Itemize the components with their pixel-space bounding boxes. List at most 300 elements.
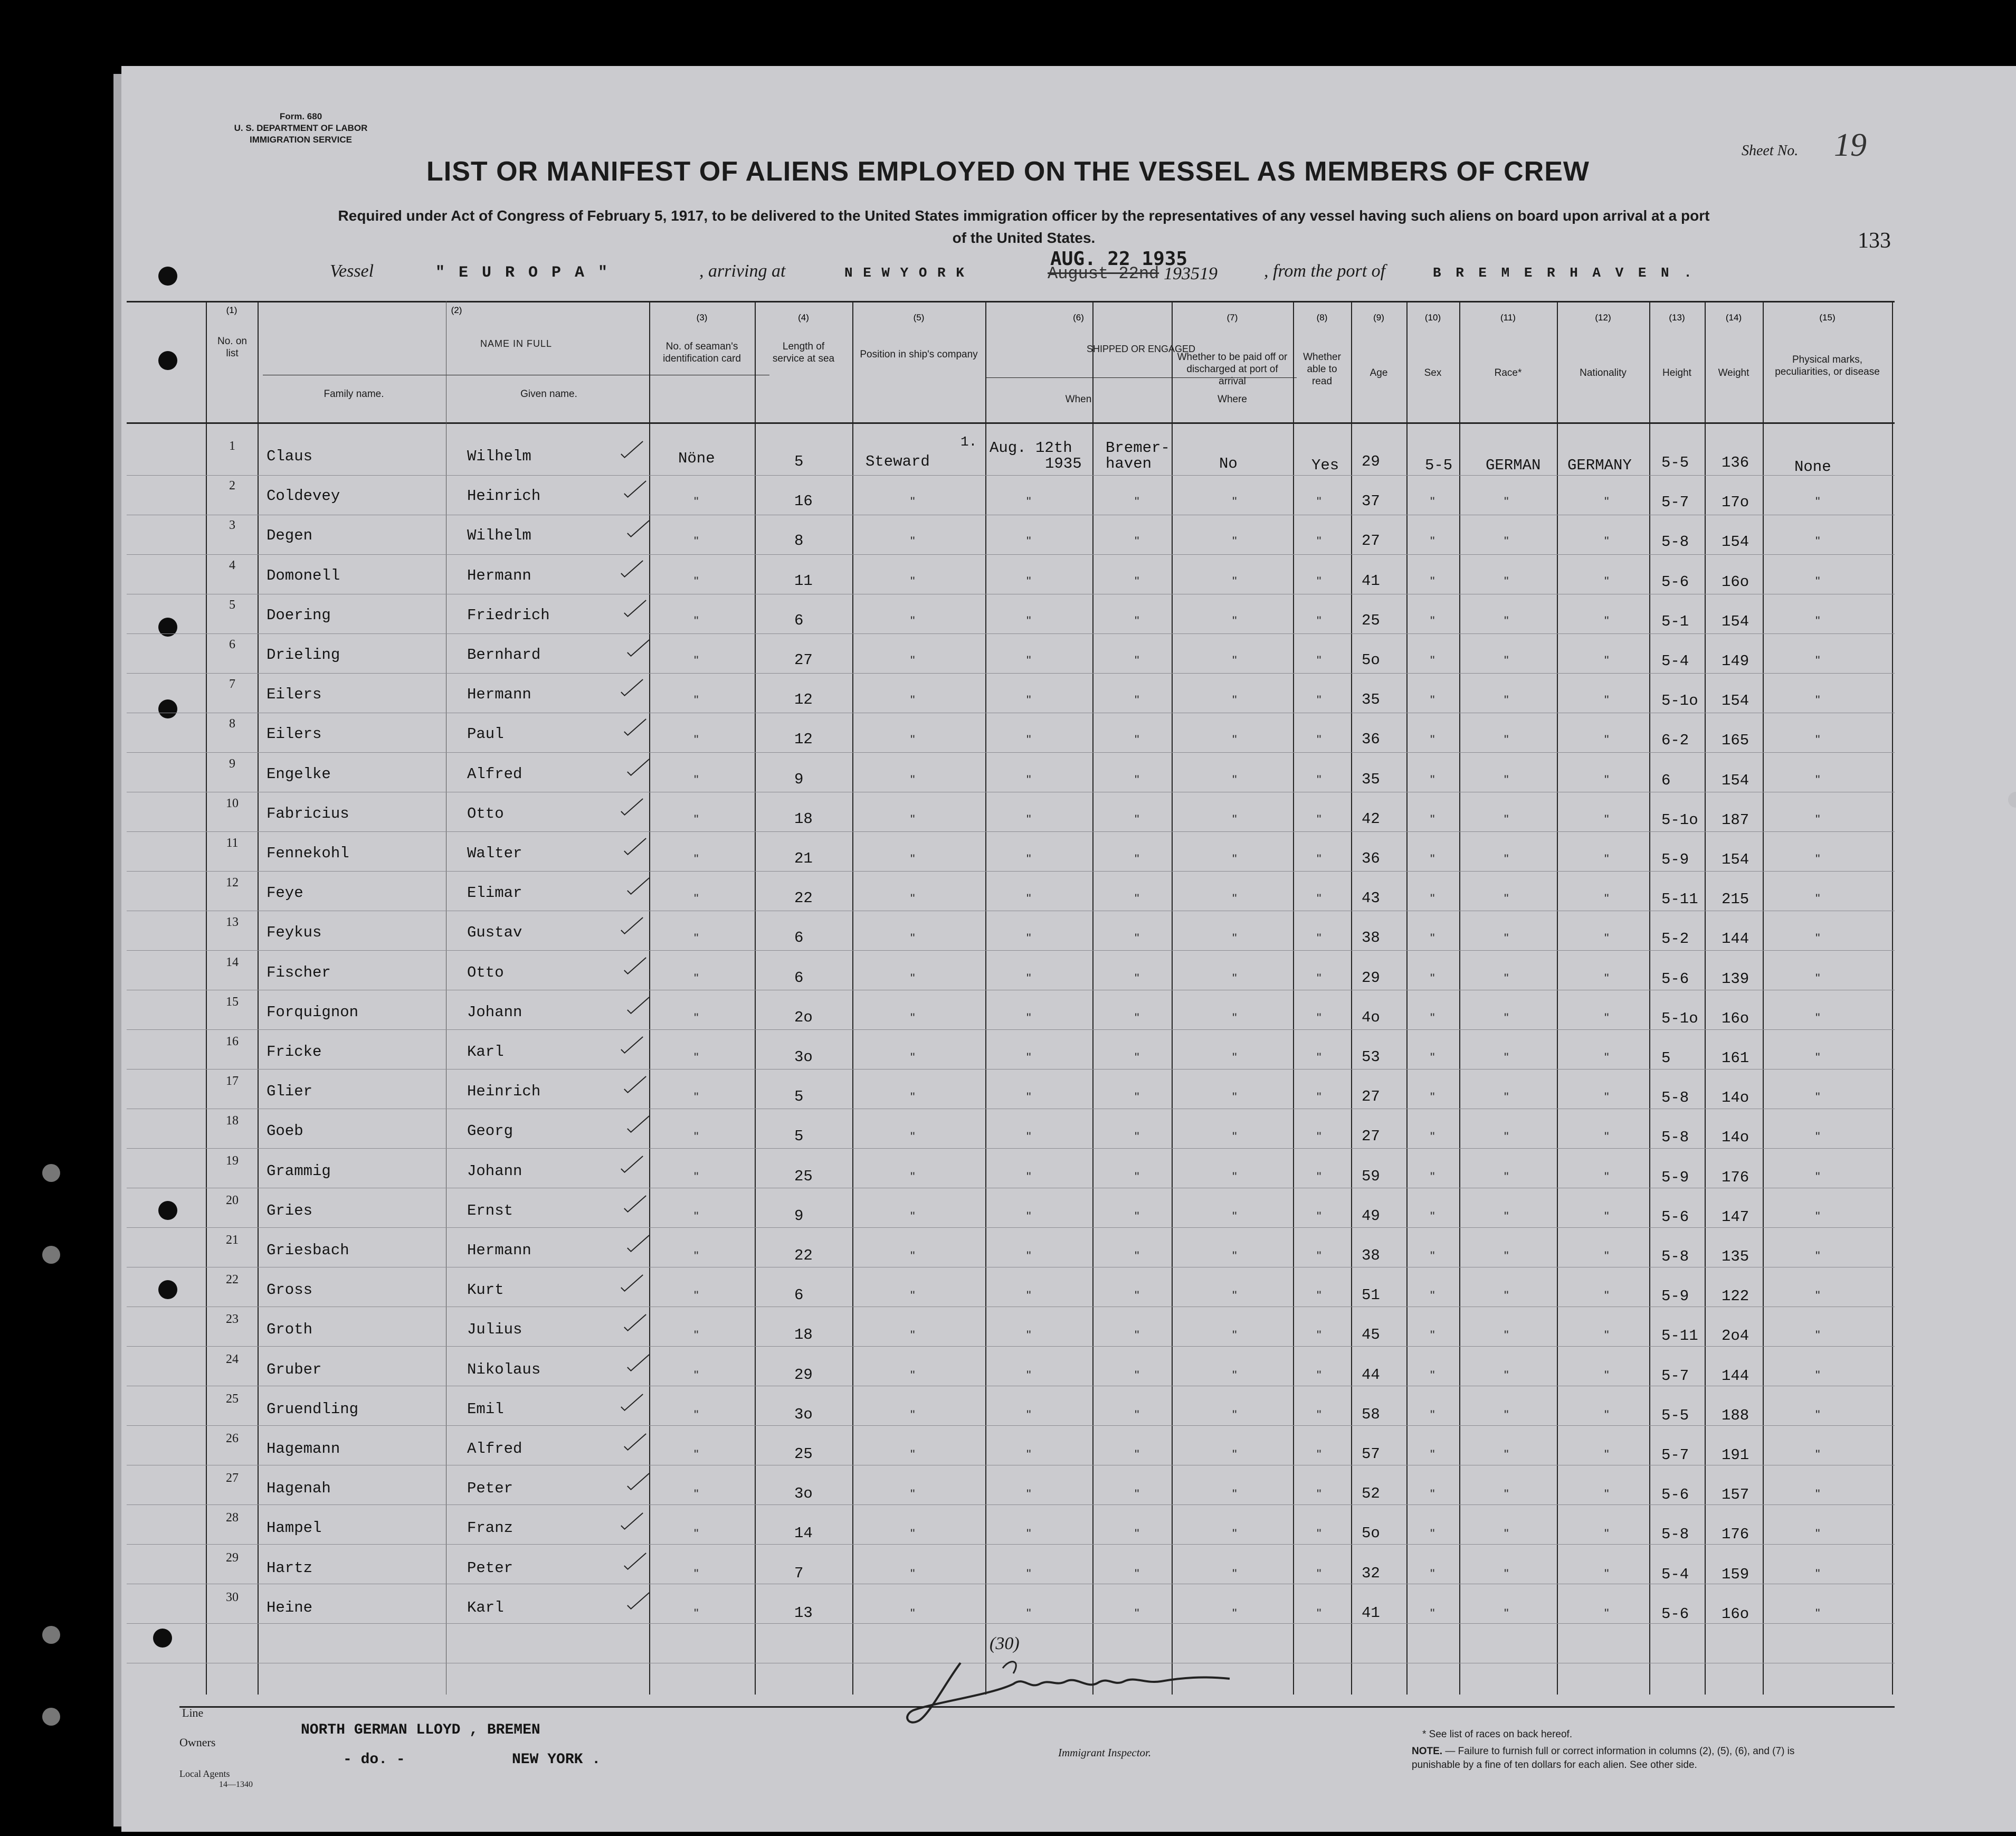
weight: 154 [1722, 692, 1749, 710]
given-name: Ernst [467, 1201, 513, 1219]
ditto-mark: " [694, 1010, 699, 1025]
ditto-mark: " [1504, 1249, 1509, 1263]
height: 5-8 [1661, 1526, 1689, 1544]
ditto-mark: " [1135, 931, 1139, 946]
ditto-mark: " [1604, 1407, 1609, 1422]
col-num: (8) [1316, 313, 1328, 323]
hdr-nationality: Nationality [1580, 367, 1627, 378]
family-name: Groth [267, 1321, 313, 1339]
ditto-mark: " [1604, 534, 1609, 549]
age: 35 [1362, 770, 1380, 788]
height: 5-8 [1661, 1089, 1689, 1107]
age: 38 [1362, 1247, 1380, 1264]
ditto-mark: " [1604, 812, 1609, 827]
col-num: (11) [1500, 313, 1516, 323]
height: 5-11 [1661, 1327, 1698, 1345]
ditto-mark: " [1026, 654, 1031, 668]
row-number: 28 [226, 1511, 239, 1525]
ditto-mark: " [1504, 931, 1509, 946]
given-name: Emil [467, 1400, 504, 1418]
ditto-mark: " [694, 812, 699, 827]
ditto-mark: " [1317, 1169, 1321, 1184]
age: 27 [1362, 532, 1380, 550]
ditto-mark: " [1135, 1606, 1139, 1621]
punch-hole [158, 267, 177, 286]
where-line1: Bremer- [1106, 439, 1170, 457]
ditto-mark: " [1135, 733, 1139, 747]
ditto-mark: " [1430, 931, 1435, 946]
ditto-mark: " [1317, 971, 1321, 986]
height: 5-11 [1661, 891, 1698, 908]
height: 5-7 [1661, 494, 1689, 512]
ditto-mark: " [1504, 1487, 1509, 1502]
struck-date: August 22nd [1048, 264, 1159, 283]
ditto-mark: " [1026, 971, 1031, 986]
ditto-mark: " [1815, 772, 1820, 787]
ditto-mark: " [1430, 1130, 1435, 1144]
ditto-mark: " [1815, 1606, 1820, 1621]
given-name: Peter [467, 1559, 513, 1577]
check-mark-icon [617, 797, 646, 818]
ditto-mark: " [1317, 1527, 1321, 1541]
ditto-mark: " [1430, 1051, 1435, 1065]
weight: 16o [1722, 1009, 1749, 1027]
check-mark-icon [617, 1154, 646, 1175]
weight: 2o4 [1722, 1327, 1749, 1345]
ditto-mark: " [1135, 1368, 1139, 1383]
inspector-signature [897, 1652, 1235, 1731]
check-mark-icon [624, 1114, 653, 1135]
weight: 187 [1722, 811, 1749, 829]
check-mark-icon [624, 995, 653, 1016]
weight: 176 [1722, 1168, 1749, 1186]
ditto-mark: " [1815, 1209, 1820, 1224]
age: 49 [1362, 1207, 1380, 1225]
check-mark-icon [624, 1471, 653, 1492]
col-num: (6) [1073, 313, 1084, 323]
weight: 188 [1722, 1406, 1749, 1424]
ditto-mark: " [1504, 892, 1509, 906]
given-name: Franz [467, 1519, 513, 1537]
ditto-mark: " [1504, 654, 1509, 668]
ditto-mark: " [694, 852, 699, 866]
ditto-mark: " [1232, 1566, 1237, 1581]
ditto-mark: " [1504, 1051, 1509, 1065]
given-name: Georg [467, 1122, 513, 1140]
ditto-mark: " [694, 931, 699, 946]
ditto-mark: " [1135, 1447, 1139, 1462]
ditto-mark: " [1604, 1606, 1609, 1621]
col-num: (9) [1373, 313, 1384, 323]
service-length: 3o [794, 1485, 813, 1503]
ditto-mark: " [1604, 733, 1609, 747]
check-mark-icon [617, 1035, 646, 1056]
ditto-mark: " [1430, 654, 1435, 668]
height: 5-6 [1661, 573, 1689, 591]
ditto-mark: " [1430, 1249, 1435, 1263]
col-divider [755, 301, 756, 1695]
ditto-mark: " [1430, 1209, 1435, 1224]
line-label: Line [182, 1706, 204, 1719]
given-name: Peter [467, 1480, 513, 1498]
ditto-mark: " [1232, 574, 1237, 589]
ditto-mark: " [694, 1209, 699, 1224]
row-number: 22 [226, 1273, 239, 1287]
col-num: (13) [1669, 313, 1685, 323]
footer-rule [179, 1706, 1895, 1708]
height: 5-7 [1661, 1367, 1689, 1385]
ditto-mark: " [1430, 1368, 1435, 1383]
family-name: Doering [267, 606, 331, 624]
ditto-mark: " [1815, 574, 1820, 589]
ditto-mark: " [910, 1527, 915, 1541]
col-num: (3) [696, 313, 708, 323]
row-number: 17 [226, 1074, 239, 1089]
ditto-mark: " [910, 1606, 915, 1621]
ditto-mark: " [694, 1130, 699, 1144]
family-name: Gries [267, 1201, 313, 1219]
ditto-mark: " [1232, 1368, 1237, 1383]
height: 5-6 [1661, 1605, 1689, 1623]
form-info [211, 111, 391, 146]
check-mark-icon [621, 479, 650, 500]
row-rule [127, 1069, 1895, 1070]
ditto-mark: " [694, 1051, 699, 1065]
weight: 191 [1722, 1446, 1749, 1464]
ditto-mark: " [1430, 812, 1435, 827]
header-rule [127, 422, 1895, 424]
check-mark-icon [621, 1432, 650, 1453]
ditto-mark: " [910, 1368, 915, 1383]
age: 35 [1362, 691, 1380, 709]
nationality-value: GERMANY [1567, 457, 1632, 474]
ditto-mark: " [1232, 1169, 1237, 1184]
family-name: Gruber [267, 1360, 322, 1378]
col-divider [1351, 301, 1352, 1695]
ditto-mark: " [1604, 971, 1609, 986]
ditto-mark: " [1026, 1130, 1031, 1144]
row-number: 14 [226, 955, 239, 969]
ditto-mark: " [910, 495, 915, 509]
ditto-mark: " [1504, 1209, 1509, 1224]
given-name: Johann [467, 1003, 522, 1021]
ditto-mark: " [1604, 892, 1609, 906]
weight: 139 [1722, 970, 1749, 988]
ditto-mark: " [1430, 534, 1435, 549]
given-name: Hermann [467, 686, 531, 704]
ditto-mark: " [1232, 693, 1237, 708]
row-number: 10 [226, 796, 239, 810]
ditto-mark: " [694, 1487, 699, 1502]
ditto-mark: " [910, 574, 915, 589]
ditto-mark: " [1504, 852, 1509, 866]
binder-hole [42, 1708, 60, 1726]
service-length: 5 [794, 1128, 804, 1146]
service-length: 22 [794, 889, 813, 907]
weight: 154 [1722, 851, 1749, 868]
ditto-mark: " [1604, 1566, 1609, 1581]
age: 41 [1362, 572, 1380, 590]
ditto-mark: " [910, 892, 915, 906]
row-rule [127, 633, 1895, 634]
ditto-mark: " [1026, 1368, 1031, 1383]
age: 58 [1362, 1405, 1380, 1423]
ditto-mark: " [694, 1169, 699, 1184]
weight: 161 [1722, 1049, 1749, 1067]
ditto-mark: " [1135, 495, 1139, 509]
ditto-mark: " [1135, 1407, 1139, 1422]
height: 5-7 [1661, 1446, 1689, 1464]
check-mark-icon [621, 1074, 650, 1095]
col-divider [1557, 301, 1558, 1695]
page-title: LIST OR MANIFEST OF ALIENS EMPLOYED ON THE VESSEL AS MEMBERS OF CREW [426, 156, 1590, 187]
service-length: 13 [794, 1604, 813, 1622]
sex-value: 5-5 [1425, 457, 1453, 474]
family-name: Gross [267, 1281, 313, 1299]
ditto-mark: " [1815, 613, 1820, 628]
given-name: Alfred [467, 765, 522, 783]
ditto-mark: " [1232, 1249, 1237, 1263]
hdr-age: Age [1370, 367, 1388, 378]
ditto-mark: " [1604, 1249, 1609, 1263]
row-number: 1 [229, 439, 235, 453]
family-name: Feye [267, 884, 303, 902]
ditto-mark: " [910, 1051, 915, 1065]
ditto-mark: " [1317, 772, 1321, 787]
service-length: 18 [794, 1326, 813, 1344]
col-divider [1763, 301, 1764, 1695]
race-value: GERMAN [1486, 457, 1541, 474]
check-mark-icon [617, 1392, 646, 1413]
ditto-mark: " [1232, 1051, 1237, 1065]
service-length: 29 [794, 1366, 813, 1384]
check-mark-icon [624, 1591, 653, 1612]
height: 5-2 [1661, 930, 1689, 948]
ditto-mark: " [1317, 534, 1321, 549]
ditto-mark: " [1604, 1487, 1609, 1502]
height: 5-1o [1661, 1009, 1698, 1027]
service-length: 7 [794, 1564, 804, 1582]
age: 25 [1362, 611, 1380, 629]
when-year: 1935 [1045, 455, 1082, 472]
ditto-mark: " [1430, 1169, 1435, 1184]
ditto-mark: " [1815, 654, 1820, 668]
service-length: 5 [794, 453, 804, 470]
hdr-seaman-id: No. of seaman's identification card [663, 341, 741, 364]
hdr-able-read: Whether able to read [1303, 352, 1341, 387]
ditto-mark: " [1135, 654, 1139, 668]
family-name: Goeb [267, 1122, 303, 1140]
family-name: Engelke [267, 765, 331, 783]
owners-label: Owners [179, 1736, 216, 1749]
family-name: Griesbach [267, 1242, 349, 1259]
binder-hole [42, 1246, 60, 1264]
given-name: Karl [467, 1043, 504, 1061]
ditto-mark: " [1815, 1169, 1820, 1184]
row-rule [127, 831, 1895, 832]
check-mark-icon [617, 677, 646, 698]
family-name: Hagenah [267, 1480, 331, 1498]
check-mark-icon [621, 598, 650, 619]
family-name: Forquignon [267, 1003, 359, 1021]
ditto-mark: " [1232, 1289, 1237, 1303]
height: 6 [1661, 771, 1671, 789]
ditto-mark: " [1317, 1407, 1321, 1422]
weight: 149 [1722, 652, 1749, 670]
col-divider [1705, 301, 1706, 1695]
ditto-mark: " [1317, 574, 1321, 589]
check-mark-icon [621, 1312, 650, 1333]
col-divider [206, 301, 207, 1695]
row-number: 5 [229, 598, 235, 612]
row-rule [127, 1425, 1895, 1426]
ditto-mark: " [694, 613, 699, 628]
ditto-mark: " [910, 1169, 915, 1184]
ditto-mark: " [1135, 613, 1139, 628]
height: 5-4 [1661, 652, 1689, 670]
ditto-mark: " [1430, 733, 1435, 747]
check-mark-icon [617, 559, 646, 580]
ditto-mark: " [1026, 852, 1031, 866]
col-divider [1172, 301, 1173, 1695]
sheet-label: Sheet No. [1742, 143, 1799, 159]
ditto-mark: " [1430, 1566, 1435, 1581]
ditto-mark: " [1504, 534, 1509, 549]
age: 38 [1362, 929, 1380, 947]
ditto-mark: " [1317, 852, 1321, 866]
col-divider [1293, 301, 1294, 1695]
inspector-label: Immigrant Inspector. [1058, 1746, 1152, 1759]
ditto-mark: " [1026, 812, 1031, 827]
ditto-mark: " [1026, 534, 1031, 549]
age: 4o [1362, 1008, 1380, 1026]
weight: 157 [1722, 1486, 1749, 1504]
ditto-mark: " [1604, 574, 1609, 589]
col-num: (12) [1595, 313, 1611, 323]
table-top-rule [127, 301, 1895, 302]
col-num: (1) [226, 305, 237, 315]
service-length: 2o [794, 1008, 813, 1026]
given-name: Bernhard [467, 646, 541, 664]
ditto-mark: " [910, 534, 915, 549]
ditto-mark: " [1135, 1566, 1139, 1581]
ditto-mark: " [1604, 852, 1609, 866]
ditto-mark: " [910, 812, 915, 827]
age: 27 [1362, 1088, 1380, 1106]
age: 42 [1362, 810, 1380, 828]
ditto-mark: " [1026, 1606, 1031, 1621]
ditto-mark: " [1317, 931, 1321, 946]
ditto-mark: " [1232, 1487, 1237, 1502]
check-mark-icon [621, 1551, 650, 1572]
ditto-mark: " [1026, 1487, 1031, 1502]
ditto-mark: " [1026, 1289, 1031, 1303]
ditto-mark: " [1815, 1130, 1820, 1144]
ditto-mark: " [910, 693, 915, 708]
ditto-mark: " [1504, 1010, 1509, 1025]
ditto-mark: " [1232, 1090, 1237, 1105]
ditto-mark: " [1135, 1090, 1139, 1105]
check-mark-icon [621, 717, 650, 738]
family-name: Grammig [267, 1162, 331, 1180]
ditto-mark: " [1504, 1527, 1509, 1541]
ditto-mark: " [1430, 574, 1435, 589]
ditto-mark: " [1232, 495, 1237, 509]
weight: 135 [1722, 1248, 1749, 1265]
family-name: Hartz [267, 1559, 313, 1577]
row-rule [127, 673, 1895, 674]
ditto-mark: " [1504, 574, 1509, 589]
ditto-mark: " [1430, 693, 1435, 708]
service-length: 14 [794, 1525, 813, 1542]
ditto-mark: " [1232, 1407, 1237, 1422]
ditto-mark: " [1317, 1051, 1321, 1065]
ditto-mark: " [1026, 1447, 1031, 1462]
family-name: Eilers [267, 725, 322, 743]
year: 193519 [1164, 264, 1218, 283]
service-length: 16 [794, 493, 813, 510]
ditto-mark: " [694, 1606, 699, 1621]
check-mark-icon [624, 757, 653, 778]
ditto-mark: " [1430, 495, 1435, 509]
ditto-mark: " [1815, 1527, 1820, 1541]
age: 52 [1362, 1485, 1380, 1503]
ditto-mark: " [1430, 1090, 1435, 1105]
height: 5 [1661, 1049, 1671, 1067]
hdr-name-in-full: NAME IN FULL [480, 338, 553, 349]
weight: 165 [1722, 732, 1749, 750]
ditto-mark: " [1135, 574, 1139, 589]
weight: 136 [1722, 454, 1749, 471]
weight: 176 [1722, 1526, 1749, 1544]
ditto-mark: " [1504, 1130, 1509, 1144]
ditto-mark: " [910, 772, 915, 787]
ditto-mark: " [910, 613, 915, 628]
row-number: 4 [229, 558, 235, 572]
weight: 154 [1722, 533, 1749, 551]
hdr-weight: Weight [1718, 367, 1749, 378]
vessel-label: Vessel [330, 261, 374, 281]
given-name: Heinrich [467, 1083, 541, 1101]
ditto-mark: " [1430, 1010, 1435, 1025]
row-number: 30 [226, 1590, 239, 1604]
row-rule [127, 1346, 1895, 1347]
ditto-mark: " [1430, 1606, 1435, 1621]
height: 5-5 [1661, 1406, 1689, 1424]
service-length: 9 [794, 770, 804, 788]
weight: 16o [1722, 573, 1749, 591]
row-rule [127, 1227, 1895, 1228]
ditto-mark: " [910, 654, 915, 668]
ditto-mark: " [1232, 772, 1237, 787]
position-value: Steward [866, 453, 930, 470]
family-name: Drieling [267, 646, 340, 664]
age: 44 [1362, 1366, 1380, 1384]
hdr-length-service: Length of service at sea [772, 341, 835, 364]
ditto-mark: " [1604, 1090, 1609, 1105]
hdr-paid-off: Whether to be paid off or discharged at port of arrival [1177, 352, 1288, 387]
ditto-mark: " [910, 1447, 915, 1462]
height: 5-6 [1661, 1208, 1689, 1226]
service-length: 8 [794, 532, 804, 550]
ditto-mark: " [694, 534, 699, 549]
ditto-mark: " [910, 1209, 915, 1224]
service-length: 27 [794, 651, 813, 669]
ditto-mark: " [1604, 693, 1609, 708]
hdr-given-name: Given name. [520, 389, 577, 400]
ditto-mark: " [910, 1407, 915, 1422]
col-num: (4) [798, 313, 809, 323]
